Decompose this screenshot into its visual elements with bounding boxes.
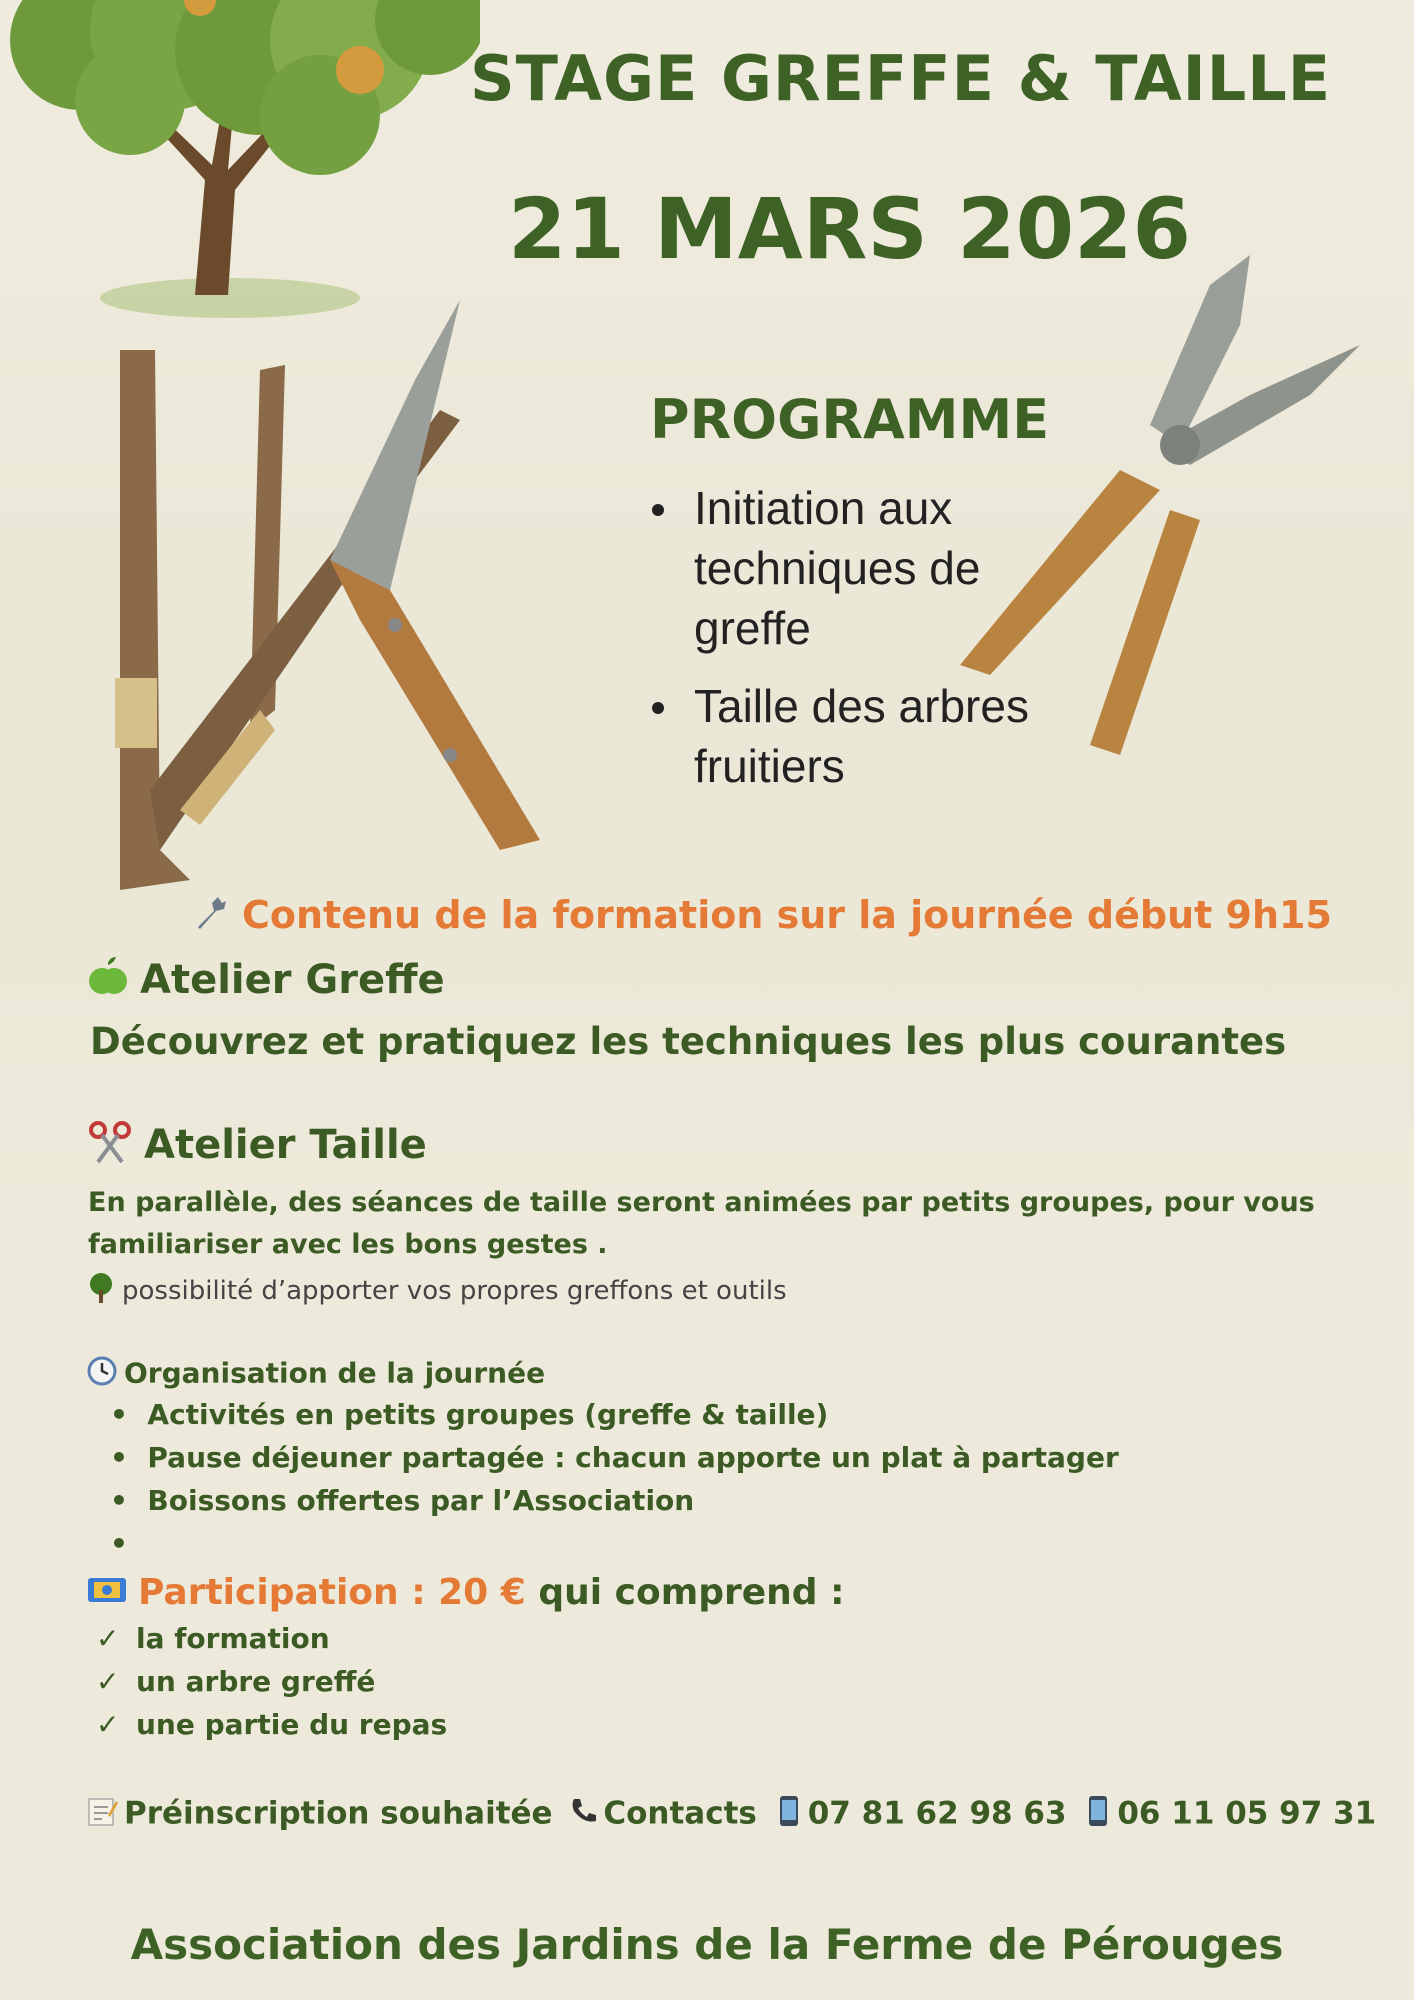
participation-line xyxy=(86,1572,844,1615)
contenu-title: Contenu de la formation sur la journée début 9h15 xyxy=(242,893,1332,937)
atelier-taille-title: Atelier Taille xyxy=(144,1122,427,1168)
taille-note xyxy=(86,1272,787,1311)
programme-heading: PROGRAMME xyxy=(650,388,1050,451)
phone-number-1: 07 81 62 98 63 xyxy=(807,1795,1067,1832)
contacts-label: Contacts xyxy=(603,1795,757,1832)
organisation-item-text: Pause déjeuner partagée : chacun apporte un plat à partager xyxy=(147,1441,1119,1474)
mobile-phone-icon xyxy=(778,1795,800,1835)
footer-association: Association des Jardins de la Ferme de Pérouges xyxy=(130,1920,1284,1969)
telephone-icon xyxy=(569,1796,599,1834)
taille-note-text: possibilité d’apporter vos propres greffons et outils xyxy=(122,1276,787,1306)
check-icon: ✓ xyxy=(96,1622,120,1655)
programme-list xyxy=(650,478,1070,814)
event-date: 21 MARS 2026 xyxy=(508,180,1191,278)
organisation-title: Organisation de la journée xyxy=(124,1356,546,1390)
apple-icon xyxy=(88,955,128,1009)
scissors-icon xyxy=(88,1120,132,1174)
organisation-item-text: Activités en petits groupes (greffe & taille) xyxy=(147,1398,829,1431)
atelier-taille-heading xyxy=(88,1120,427,1174)
organisation-item: • Pause déjeuner partagée : chacun apporte un plat à partager xyxy=(110,1441,1119,1474)
participation-item xyxy=(96,1665,375,1698)
preinscription-text: Préinscription souhaitée xyxy=(124,1795,553,1832)
banknote-icon xyxy=(86,1574,128,1615)
organisation-item: • Activités en petits groupes (greffe & taille) xyxy=(110,1398,829,1431)
stage-title: STAGE GREFFE & TAILLE xyxy=(470,42,1332,115)
programme-item: Taille des arbres fruitiers xyxy=(650,676,1070,796)
contenu-line xyxy=(190,893,1332,942)
atelier-taille-text: En parallèle, des séances de taille seront animées par petits groupes, pour vous familiariser avec les bons gestes . xyxy=(88,1187,1315,1260)
programme-item: Initiation aux techniques de greffe xyxy=(650,478,1070,658)
organisation-item-text: Boissons offertes par l’Association xyxy=(147,1484,695,1517)
participation-item-text: la formation xyxy=(136,1622,330,1655)
apple-tree-illustration xyxy=(0,0,480,330)
participation-item xyxy=(96,1708,447,1741)
check-icon: ✓ xyxy=(96,1708,120,1741)
phone-number-2: 06 11 05 97 31 xyxy=(1117,1795,1377,1832)
grafted-branch-knife-illustration xyxy=(60,290,580,900)
atelier-greffe-title: Atelier Greffe xyxy=(140,957,445,1003)
mobile-phone-icon xyxy=(1087,1795,1109,1835)
participation-item xyxy=(96,1622,330,1655)
contact-line xyxy=(86,1795,1376,1835)
participation-item-text: une partie du repas xyxy=(136,1708,448,1741)
atelier-greffe-heading xyxy=(88,955,445,1009)
atelier-greffe-text: Découvrez et pratiquez les techniques les plus courantes xyxy=(90,1020,1287,1063)
participation-label: Participation : 20 € xyxy=(138,1572,526,1613)
participation-item-text: un arbre greffé xyxy=(136,1665,376,1698)
organisation-heading xyxy=(86,1355,545,1394)
clock-icon xyxy=(86,1355,118,1394)
organisation-item: • Boissons offertes par l’Association xyxy=(110,1484,695,1517)
wrench-icon xyxy=(190,893,230,942)
memo-icon xyxy=(86,1795,118,1835)
participation-suffix: qui comprend : xyxy=(538,1572,845,1613)
check-icon: ✓ xyxy=(96,1665,120,1698)
organisation-empty-bullet: • xyxy=(110,1527,128,1560)
tree-icon xyxy=(86,1272,116,1311)
